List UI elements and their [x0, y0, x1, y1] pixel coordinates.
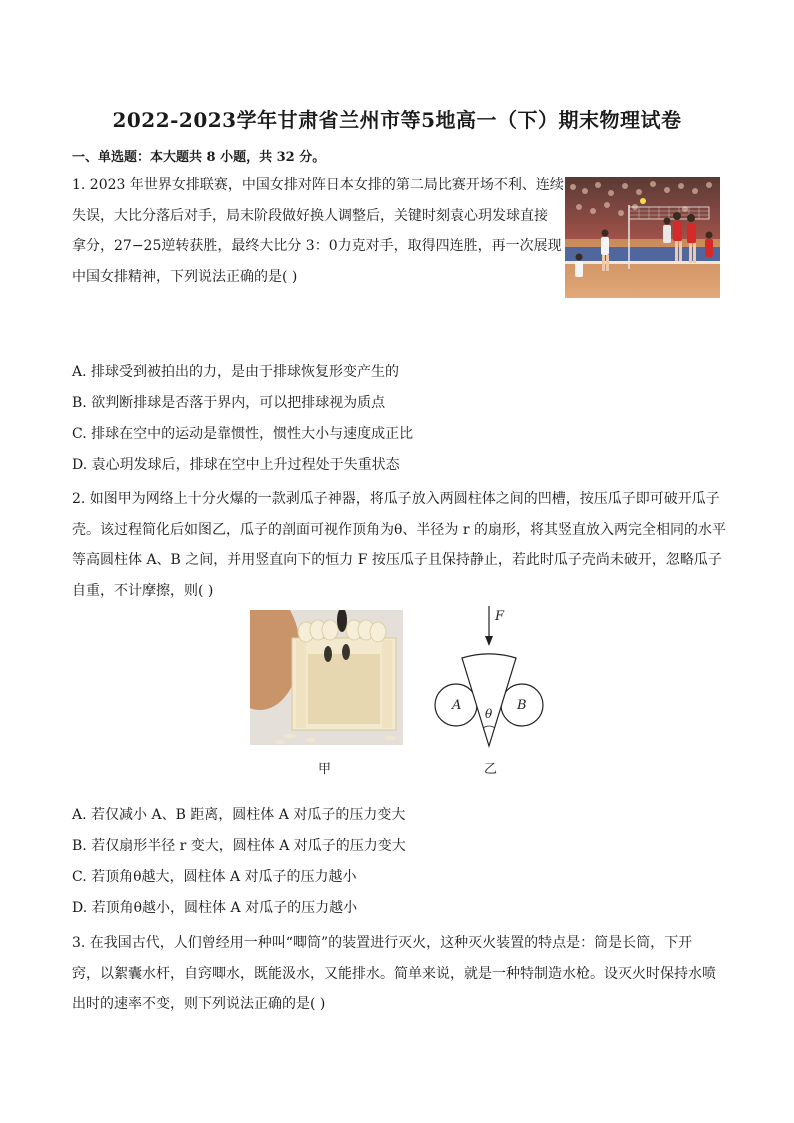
question-1-line: 1. 2023 年世界女排联赛，中国女排对阵日本女排的第二局比赛开场不利、连续 [72, 177, 564, 193]
question-1-line: 失误，大比分落后对手，局末阶段做好换人调整后，关键时刻袁心玥发球直接 [72, 207, 548, 224]
question-1-option-c: C. 排球在空中的运动是靠惯性，惯性大小与速度成正比 [72, 426, 414, 442]
question-1-line: 中国女排精神，下列说法正确的是( ) [72, 268, 298, 285]
force-diagram [425, 600, 555, 760]
question-3-line: 出时的速率不变，则下列说法正确的是( ) [72, 996, 326, 1012]
question-2-line: 自重，不计摩擦，则( ) [72, 582, 214, 599]
question-2-option-b: B. 若仅扇形半径 r 变大，圆柱体 A 对瓜子的压力变大 [72, 838, 406, 854]
question-1-option-a: A. 排球受到被拍出的力，是由于排球恢复形变产生的 [72, 364, 400, 380]
seed-cracker-photo [250, 610, 403, 745]
question-2-line: 等高圆柱体 A、B 之间，并用竖直向下的恒力 F 按压瓜子且保持静止，若此时瓜子壳尚未破开，忽略瓜子 [72, 552, 722, 568]
angle-label: θ [485, 707, 493, 721]
question-2-line: 壳。该过程简化后如图乙，瓜子的剖面可视作顶角为θ、半径为 r 的扇形，将其竖直放入两完全相同的水平 [72, 521, 727, 538]
cylinder-b-label: B [517, 698, 527, 713]
cylinder-a-label: A [452, 698, 462, 713]
question-3-text [72, 928, 716, 1020]
question-2-text [72, 484, 726, 606]
figure-caption-yi: 乙 [484, 762, 498, 777]
question-2-line: 2. 如图甲为网络上十分火爆的一款剥瓜子神器，将瓜子放入两圆柱体之间的凹槽，按压瓜子即可破开瓜子 [72, 491, 720, 507]
question-2-option-a: A. 若仅减小 A、B 距离，圆柱体 A 对瓜子的压力变大 [72, 807, 406, 823]
section-heading: 一、单选题：本大题共 8 小题，共 32 分。 [72, 150, 326, 165]
exam-title: 2022-2023学年甘肃省兰州市等5地高一（下）期末物理试卷 [112, 108, 682, 132]
figure-caption-jia: 甲 [318, 762, 332, 777]
question-1-option-d: D. 袁心玥发球后，排球在空中上升过程处于失重状态 [72, 457, 400, 473]
question-1-line: 拿分，27−25逆转获胜，最终大比分 3：0力克对手，取得四连胜，再一次展现 [72, 238, 562, 254]
question-2-option-c: C. 若顶角θ越大，圆柱体 A 对瓜子的压力越小 [72, 869, 357, 885]
force-label: F [495, 609, 505, 624]
question-3-line: 窍，以絮囊水杆，自窍唧水，既能汲水，又能排水。简单来说，就是一种特制造水枪。设灭火时保持水喷 [72, 965, 716, 982]
question-2-option-d: D. 若顶角θ越小，圆柱体 A 对瓜子的压力越小 [72, 900, 358, 916]
volleyball-photo [565, 177, 720, 298]
question-1-text [72, 170, 564, 292]
question-1-option-b: B. 欲判断排球是否落于界内，可以把排球视为质点 [72, 395, 386, 411]
question-3-line: 3. 在我国古代，人们曾经用一种叫“唧筒”的装置进行灭火，这种灭火装置的特点是：筒是长筒，下开 [72, 935, 693, 951]
